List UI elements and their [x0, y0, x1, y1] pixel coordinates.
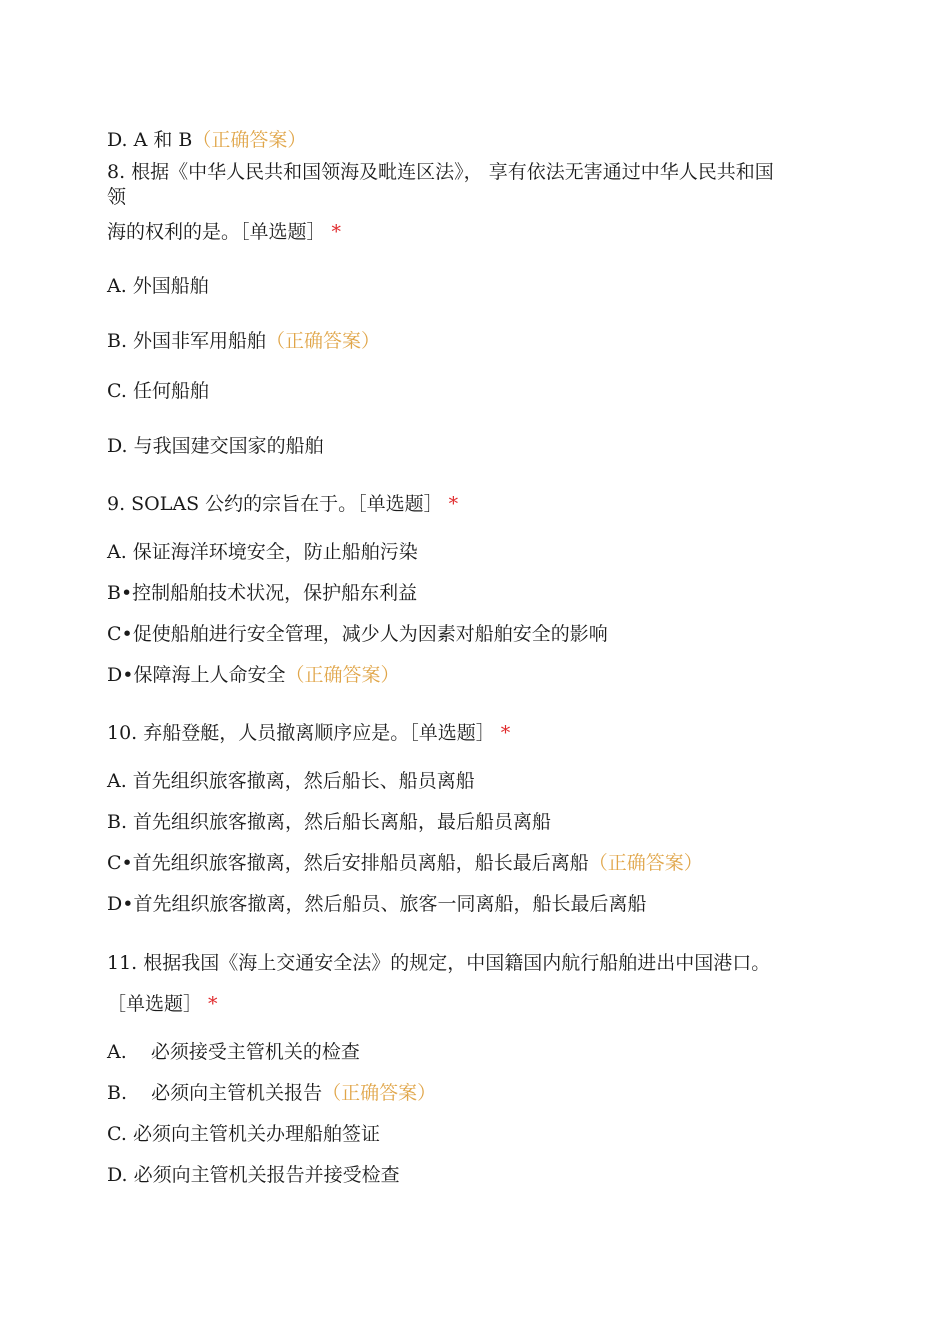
- q11-option-d[interactable]: [107, 1163, 400, 1187]
- required-mark: *: [331, 221, 342, 243]
- question-title: 9. SOLAS 公约的宗旨在于。［单选题］: [107, 493, 443, 515]
- q8-option-d[interactable]: [107, 434, 324, 458]
- q7-option-d[interactable]: [107, 128, 306, 152]
- q10-option-b[interactable]: [107, 810, 551, 834]
- option-text: A. 必须接受主管机关的检查: [107, 1041, 360, 1063]
- q9-option-c[interactable]: [107, 622, 608, 646]
- required-mark: *: [208, 993, 218, 1015]
- q11-option-b[interactable]: [107, 1081, 436, 1105]
- q9-option-a[interactable]: [107, 540, 418, 564]
- option-text: D. A 和 B: [107, 129, 193, 151]
- option-text: C. 任何船舶: [107, 380, 209, 402]
- q8-option-b[interactable]: [107, 329, 380, 353]
- option-text: B. 首先组织旅客撤离，然后船长离船，最后船员离船: [107, 811, 552, 833]
- correct-answer-label: （正确答案）: [588, 852, 703, 874]
- option-text: A. 外国船舶: [107, 275, 209, 297]
- q11-option-a[interactable]: [107, 1040, 360, 1064]
- q9-option-d[interactable]: [107, 663, 399, 687]
- option-text: B. 必须向主管机关报告: [107, 1082, 323, 1104]
- q11-title: [107, 951, 770, 975]
- option-text: C•促使船舶进行安全管理，减少人为因素对船舶安全的影响: [107, 623, 608, 645]
- correct-answer-label: （正确答案）: [285, 664, 400, 686]
- question-title-line-2: ［单选题］: [107, 993, 203, 1015]
- q8-title-cont: [107, 220, 341, 244]
- required-mark: *: [448, 493, 459, 515]
- correct-answer-label: （正确答案）: [266, 330, 381, 352]
- option-text: D•首先组织旅客撤离，然后船员、旅客一同离船，船长最后离船: [107, 893, 647, 915]
- correct-answer-label: （正确答案）: [322, 1082, 437, 1104]
- option-text: A. 保证海洋环境安全，防止船舶污染: [107, 541, 418, 563]
- q8-option-a[interactable]: [107, 274, 209, 298]
- q11-title-cont: [107, 992, 218, 1016]
- option-text: C. 必须向主管机关办理船舶签证: [107, 1123, 380, 1145]
- q10-option-a[interactable]: [107, 769, 475, 793]
- required-mark: *: [500, 722, 511, 744]
- q8-option-c[interactable]: [107, 379, 209, 403]
- q10-option-d[interactable]: [107, 892, 646, 916]
- q8-title-wrap: [107, 185, 126, 209]
- q8-title: [107, 160, 774, 184]
- option-text: B•控制船舶技术状况，保护船东利益: [107, 582, 418, 604]
- question-title: 10. 弃船登艇，人员撤离顺序应是。［单选题］: [107, 722, 495, 744]
- option-text: C•首先组织旅客撤离，然后安排船员离船，船长最后离船: [107, 852, 589, 874]
- option-text: D•保障海上人命安全: [107, 664, 286, 686]
- q10-option-c[interactable]: [107, 851, 703, 875]
- q10-title: [107, 721, 510, 745]
- q11-option-c[interactable]: [107, 1122, 380, 1146]
- question-title-line-1: 8. 根据《中华人民共和国领海及毗连区法》， 享有依法无害通过中华人民共和国: [107, 161, 774, 183]
- option-text: A. 首先组织旅客撤离，然后船长、船员离船: [107, 770, 475, 792]
- question-title-line-1: 11. 根据我国《海上交通安全法》的规定，中国籍国内航行船舶进出中国港口。: [107, 952, 771, 974]
- question-title-line-2: 领: [107, 186, 127, 208]
- q9-title: [107, 492, 458, 516]
- correct-answer-label: （正确答案）: [192, 129, 307, 151]
- question-title-line-3: 海的权利的是。［单选题］: [107, 221, 326, 243]
- option-text: D. 与我国建交国家的船舶: [107, 435, 324, 457]
- q9-option-b[interactable]: [107, 581, 417, 605]
- option-text: D. 必须向主管机关报告并接受检查: [107, 1164, 400, 1186]
- option-text: B. 外国非军用船舶: [107, 330, 267, 352]
